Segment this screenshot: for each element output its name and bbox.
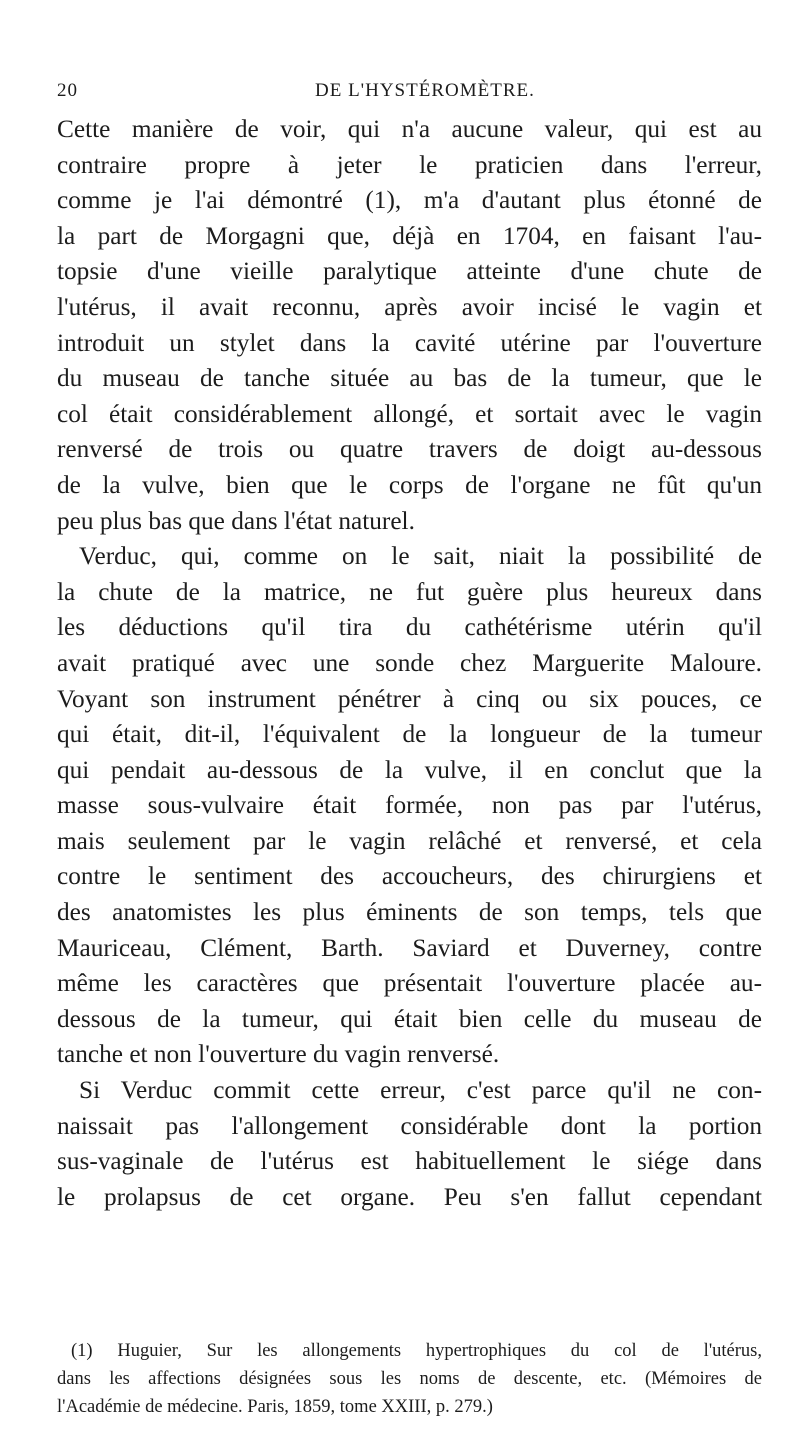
text-line: de la vulve, bien que le corps de l'organe ne fût qu'un — [57, 470, 762, 499]
running-head — [57, 80, 762, 106]
text-line: le prolapsus de cet organe. Peu s'en fallut cependant — [57, 1182, 762, 1211]
footnote-line: (1) Huguier, Sur les allongements hypertrophiques du col de l'utérus, — [71, 1341, 762, 1361]
text-line: Cette manière de voir, qui n'a aucune valeur, qui est au — [57, 115, 762, 143]
text-line: les déductions qu'il tira du cathétérisme utérin qu'il — [57, 613, 762, 642]
footnote-line: dans les affections désignées sous les noms de descente, etc. (Mémoires de — [57, 1369, 762, 1389]
text-line: contre le sentiment des accoucheurs, des chirurgiens et — [57, 862, 762, 891]
footnote-line: l'Académie de médecine. Paris, 1859, tome XXIII, p. 279.) — [57, 1397, 493, 1417]
text-line: mais seulement par le vagin relâché et renversé, et cela — [57, 826, 762, 855]
text-line: Verduc, qui, comme on le sait, niait la possibilité de — [79, 542, 762, 571]
text-line: comme je l'ai démontré (1), m'a d'autant plus étonné de — [57, 186, 762, 215]
text-line: dessous de la tumeur, qui était bien celle du museau de — [57, 1004, 762, 1033]
text-line: peu plus bas que dans l'état naturel. — [57, 506, 415, 535]
text-line: introduit un stylet dans la cavité utérine par l'ouverture — [57, 328, 762, 357]
text-line: l'utérus, il avait reconnu, après avoir incisé le vagin et — [57, 292, 762, 321]
text-line: topsie d'une vieille paralytique atteinte d'une chute de — [57, 257, 762, 286]
text-line: qui pendait au-dessous de la vulve, il en conclut que la — [57, 755, 762, 784]
text-line: sus-vaginale de l'utérus est habituellement le siége dans — [57, 1147, 762, 1176]
running-title: DE L'HYSTÉROMÈTRE. — [315, 80, 535, 101]
text-line: tanche et non l'ouverture du vagin renversé. — [57, 1040, 500, 1069]
text-line: renversé de trois ou quatre travers de doigt au-dessous — [57, 435, 762, 464]
text-line: avait pratiqué avec une sonde chez Marguerite Maloure. — [57, 648, 762, 677]
text-line: naissait pas l'allongement considérable dont la portion — [57, 1111, 762, 1140]
text-line: même les caractères que présentait l'ouverture placée au- — [57, 969, 762, 998]
body-text — [57, 112, 762, 1215]
text-line: la chute de la matrice, ne fut guère plus heureux dans — [57, 577, 762, 606]
text-line: du museau de tanche située au bas de la tumeur, que le — [57, 364, 762, 393]
text-line: col était considérablement allongé, et sortait avec le vagin — [57, 399, 762, 428]
text-line: contraire propre à jeter le praticien dans l'erreur, — [57, 150, 762, 179]
text-line: Si Verduc commit cette erreur, c'est parce qu'il ne con- — [79, 1076, 762, 1105]
page-number: 20 — [57, 80, 78, 101]
text-line: la part de Morgagni que, déjà en 1704, en faisant l'au- — [57, 221, 762, 250]
text-line: qui était, dit-il, l'équivalent de la longueur de la tumeur — [57, 720, 762, 749]
footnote — [57, 1337, 762, 1421]
text-line: Mauriceau, Clément, Barth. Saviard et Duverney, contre — [57, 933, 762, 962]
text-line: des anatomistes les plus éminents de son temps, tels que — [57, 898, 762, 927]
text-line: Voyant son instrument pénétrer à cinq ou six pouces, ce — [57, 684, 762, 713]
text-line: masse sous-vulvaire était formée, non pas par l'utérus, — [57, 791, 762, 820]
